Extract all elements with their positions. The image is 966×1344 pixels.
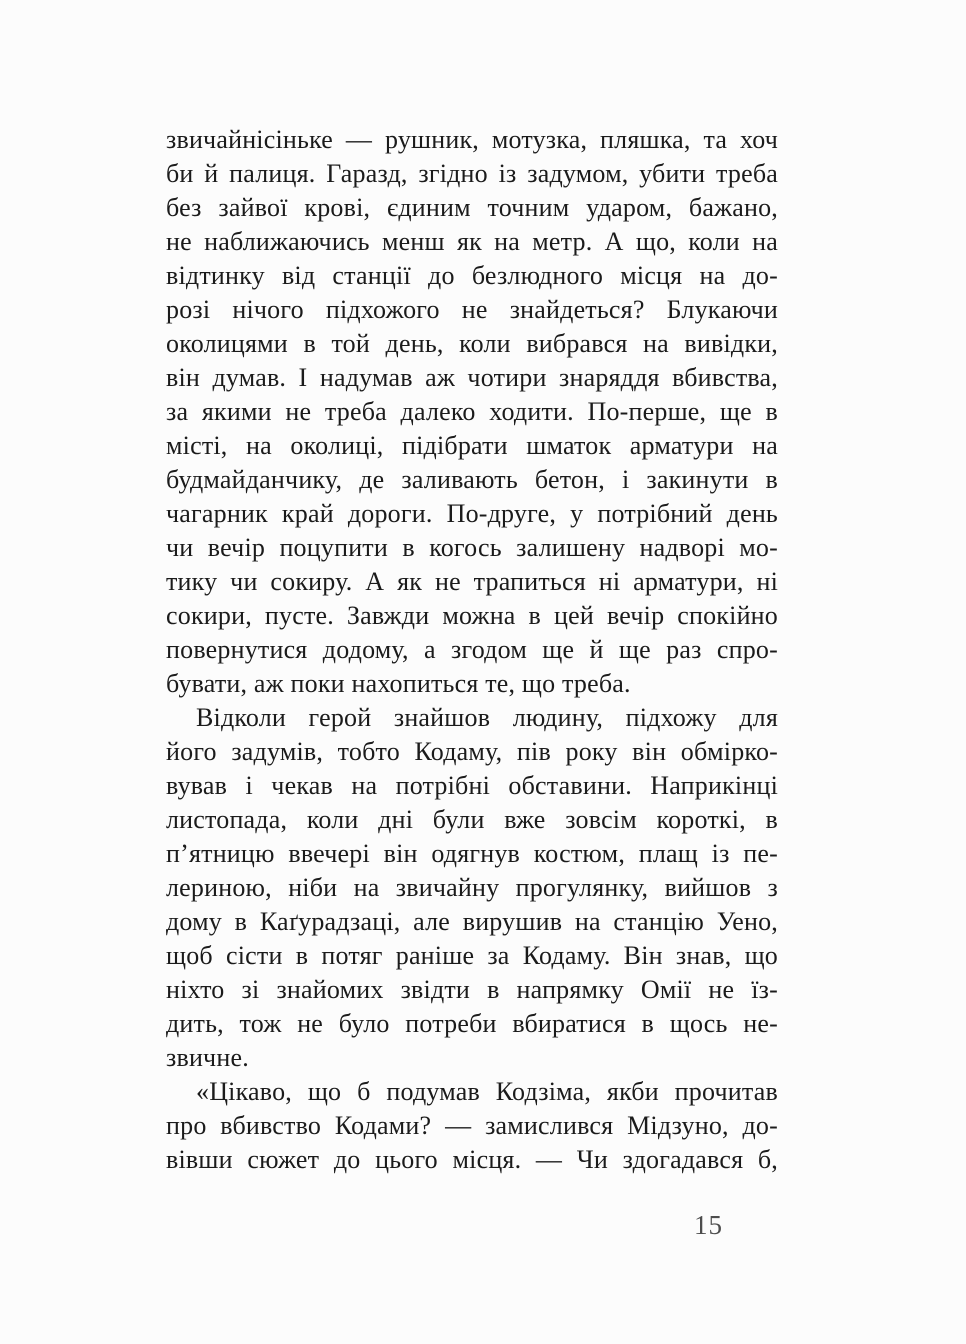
text-line: звичайнісіньке — рушник, мотузка, пляшка, та хоч <box>166 125 778 154</box>
text-line: за якими не треба далеко ходити. По-перше, ще в <box>166 397 778 426</box>
text-line: його задумів, тобто Кодаму, пів року він обмірко- <box>166 737 778 766</box>
text-line: дому в Каґурадзаці, але вирушив на станцію Уено, <box>166 907 778 936</box>
text-line: ніхто зі знайомих звідти в напрямку Омії не їз- <box>166 975 778 1004</box>
text-line: не наближаючись менш як на метр. А що, коли на <box>166 227 778 256</box>
text-line: лериною, ніби на звичайну прогулянку, вийшов з <box>166 873 778 902</box>
text-line: про вбивство Кодами? — замислився Мідзуно, до- <box>166 1111 778 1140</box>
text-line: звичне. <box>166 1043 249 1072</box>
text-line: листопада, коли дні були вже зовсім короткі, в <box>166 805 778 834</box>
text-line: розі нічого підхожого не знайдеться? Блукаючи <box>166 295 778 324</box>
page-text-block <box>166 123 778 1177</box>
text-line: місті, на околиці, підібрати шматок арматури на <box>166 431 778 460</box>
text-line: щоб сісти в потяг раніше за Кодаму. Він знав, що <box>166 941 778 970</box>
text-line: чи вечір поцупити в когось залишену надворі мо- <box>166 533 778 562</box>
text-line: п’ятницю ввечері він одягнув костюм, плащ із пе- <box>166 839 778 868</box>
text-line: «Цікаво, що б подумав Кодзіма, якби прочитав <box>196 1077 778 1106</box>
text-line: сокири, пусте. Завжди можна в цей вечір спокійно <box>166 601 778 630</box>
text-line: без зайвої крові, єдиним точним ударом, бажано, <box>166 193 778 222</box>
text-line: він думав. І надумав аж чотири знаряддя вбивства, <box>166 363 778 392</box>
text-line: вував і чекав на потрібні обставини. Наприкінці <box>166 771 778 800</box>
text-line: чагарник край дороги. По-друге, у потрібний день <box>166 499 778 528</box>
text-line: околицями в той день, коли вибрався на вивідки, <box>166 329 778 358</box>
paragraph <box>166 1075 778 1177</box>
page-number: 15 <box>694 1210 723 1240</box>
paragraph <box>166 123 778 701</box>
paragraph <box>166 701 778 1075</box>
text-line: повернутися додому, а згодом ще й ще раз спро- <box>166 635 778 664</box>
text-line: би й палиця. Гаразд, згідно із задумом, убити треба <box>166 159 778 188</box>
text-line: бувати, аж поки нахопиться те, що треба. <box>166 669 631 698</box>
text-line: відтинку від станції до безлюдного місця на до- <box>166 261 778 290</box>
text-line: вівши сюжет до цього місця. — Чи здогадався б, <box>166 1145 778 1174</box>
text-line: тику чи сокиру. А як не трапиться ні арматури, ні <box>166 567 778 596</box>
text-line: дить, тож не було потреби вбиратися в щось не- <box>166 1009 778 1038</box>
text-line: будмайданчику, де заливають бетон, і закинути в <box>166 465 778 494</box>
text-line: Відколи герой знайшов людину, підхожу для <box>196 703 778 732</box>
